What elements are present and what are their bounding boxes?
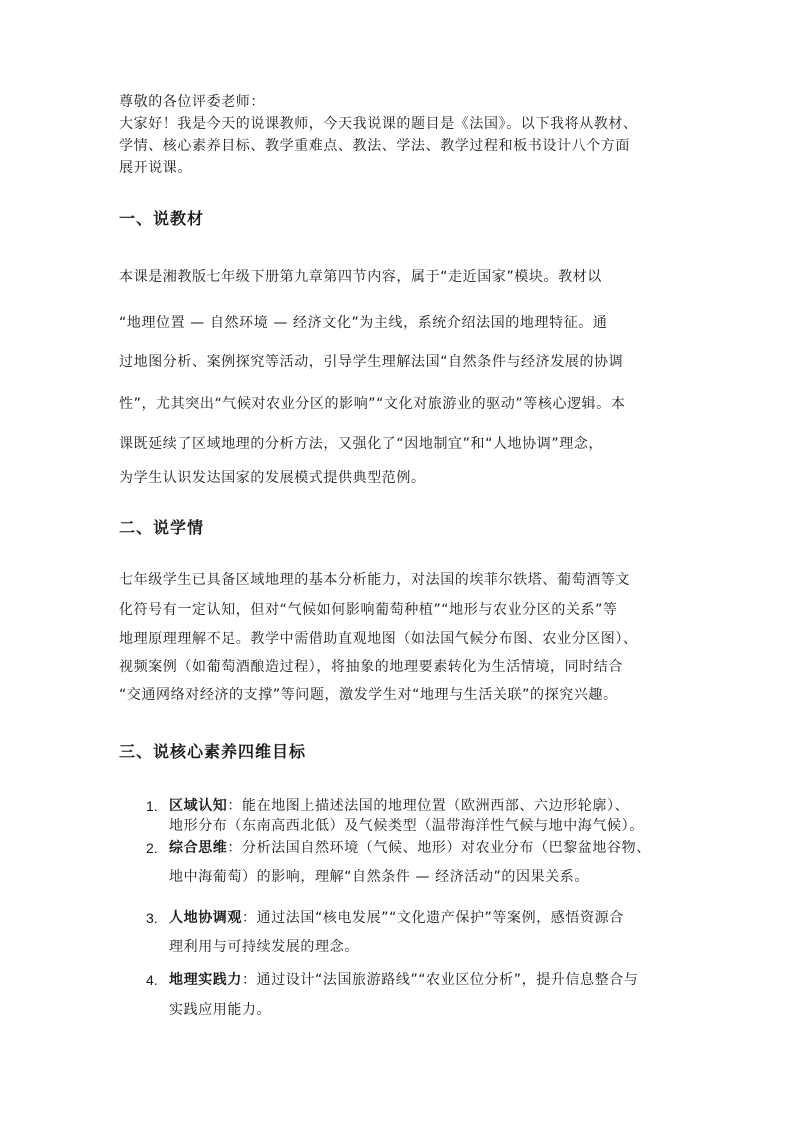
list-item-continuation: 理利用与可持续发展的理念。 bbox=[169, 939, 359, 955]
goal-term: 人地协调观 bbox=[169, 910, 242, 926]
list-number: 1. bbox=[146, 798, 158, 814]
intro-line: 学情、核心素养目标、教学重难点、教法、学法、教学过程和板书设计八个方面 bbox=[119, 138, 630, 154]
paragraph-line: 本课是湘教版七年级下册第九章第四节内容，属于“走近国家”模块。教材以 bbox=[119, 269, 602, 285]
goal-term: 区域认知 bbox=[169, 798, 228, 814]
paragraph-line: “地理位置 — 自然环境 — 经济文化”为主线，系统介绍法国的地理特征。通 bbox=[119, 315, 608, 331]
list-item-first-line bbox=[169, 969, 638, 991]
paragraph-line: 地理原理理解不足。教学中需借助直观地图（如法国气候分布图、农业分区图）、 bbox=[119, 631, 638, 647]
paragraph-line: 性”，尤其突出“气候对农业分区的影响”“文化对旅游业的驱动”等核心逻辑。本 bbox=[119, 396, 626, 412]
paragraph-line: 过地图分析、案例探究等活动，引导学生理解法国“自然条件与经济发展的协调 bbox=[119, 354, 624, 370]
goal-term: 综合思维 bbox=[169, 840, 228, 856]
list-item-continuation: 地中海葡萄）的影响，理解“自然条件 — 经济活动”的因果关系。 bbox=[169, 869, 590, 885]
intro-line: 展开说课。 bbox=[119, 160, 192, 176]
goal-text: ：通过法国“核电发展”“文化遗产保护”等案例，感悟资源合 bbox=[242, 910, 624, 926]
paragraph-line: 七年级学生已具备区域地理的基本分析能力，对法国的埃菲尔铁塔、葡萄酒等文 bbox=[119, 572, 630, 588]
paragraph-line: 为学生认识发达国家的发展模式提供典型范例。 bbox=[119, 470, 426, 486]
list-item-first-line bbox=[169, 907, 624, 929]
section-heading-students: 二、说学情 bbox=[119, 518, 205, 537]
list-item-continuation: 地形分布（东南高西北低）及气候类型（温带海洋性气候与地中海气候）。 bbox=[169, 818, 644, 834]
goal-text: ：通过设计“法国旅游路线”“农业区位分析”，提升信息整合与 bbox=[242, 972, 639, 988]
goal-text: ：能在地图上描述法国的地理位置（欧洲西部、六边形轮廓）、 bbox=[227, 798, 630, 814]
list-item-first-line bbox=[169, 795, 629, 817]
list-number: 4. bbox=[146, 972, 158, 988]
salutation: 尊敬的各位评委老师： bbox=[119, 94, 265, 110]
section-heading-goals: 三、说核心素养四维目标 bbox=[119, 742, 307, 761]
goal-term: 地理实践力 bbox=[169, 972, 242, 988]
paragraph-line: 视频案例（如葡萄酒酿造过程），将抽象的地理要素转化为生活情境，同时结合 bbox=[119, 659, 623, 675]
goal-text: ：分析法国自然环境（气候、地形）对农业分布（巴黎盆地谷物、 bbox=[227, 840, 651, 856]
list-item-continuation: 实践应用能力。 bbox=[169, 1002, 272, 1018]
paragraph-line: “交通网络对经济的支撑”等问题，激发学生对“地理与生活关联”的探究兴趣。 bbox=[119, 687, 618, 703]
section-heading-textbook: 一、说教材 bbox=[119, 209, 205, 228]
paragraph-line: 化符号有一定认知，但对“气候如何影响葡萄种植”“地形与农业分区的关系”等 bbox=[119, 602, 618, 618]
intro-line: 大家好！我是今天的说课教师，今天我说课的题目是《法国》。以下我将从教材、 bbox=[119, 116, 638, 132]
list-item-first-line bbox=[169, 837, 651, 859]
list-number: 3. bbox=[146, 910, 158, 926]
list-number: 2. bbox=[146, 840, 158, 856]
paragraph-line: 课既延续了区域地理的分析方法，又强化了“因地制宜”和“人地协调”理念， bbox=[119, 436, 604, 452]
